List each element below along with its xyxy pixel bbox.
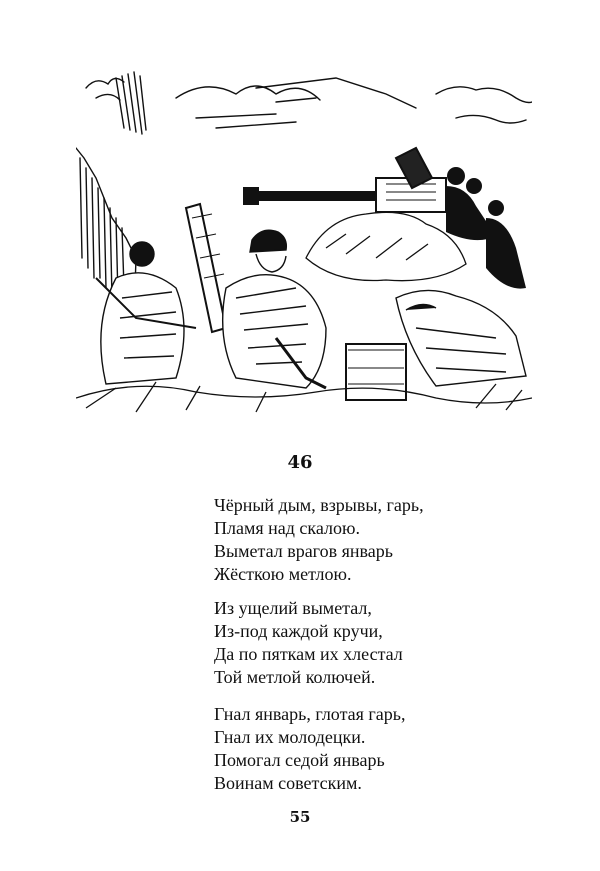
page-number: 55: [289, 808, 311, 826]
battle-scene-drawing: [76, 58, 532, 414]
stanza-1: [214, 494, 424, 586]
poem-line: Чёрный дым, взрывы, гарь,: [214, 495, 424, 515]
smoke-hatching: [86, 72, 146, 134]
stanza-3: [214, 703, 406, 795]
field-gun: [244, 148, 446, 212]
stanza-2: [214, 597, 403, 689]
poem-line: Воинам советским.: [214, 773, 362, 793]
battle-illustration: [76, 58, 532, 414]
poem-line: Пламя над скалою.: [214, 518, 360, 538]
poem-number: 46: [287, 452, 313, 473]
poem-line: Выметал врагов январь: [214, 541, 393, 561]
poem-line: Гнал их молодецки.: [214, 727, 366, 747]
poem-line: Жёсткою метлою.: [214, 564, 352, 584]
poem-line: Из ущелий выметал,: [214, 598, 372, 618]
poem-line: Той метлой колючей.: [214, 667, 376, 687]
poem-line: Помогал седой январь: [214, 750, 385, 770]
poem-line: Гнал январь, глотая гарь,: [214, 704, 406, 724]
poem-line: Из-под каждой кручи,: [214, 621, 383, 641]
poem-line: Да по пяткам их хлестал: [214, 644, 403, 664]
